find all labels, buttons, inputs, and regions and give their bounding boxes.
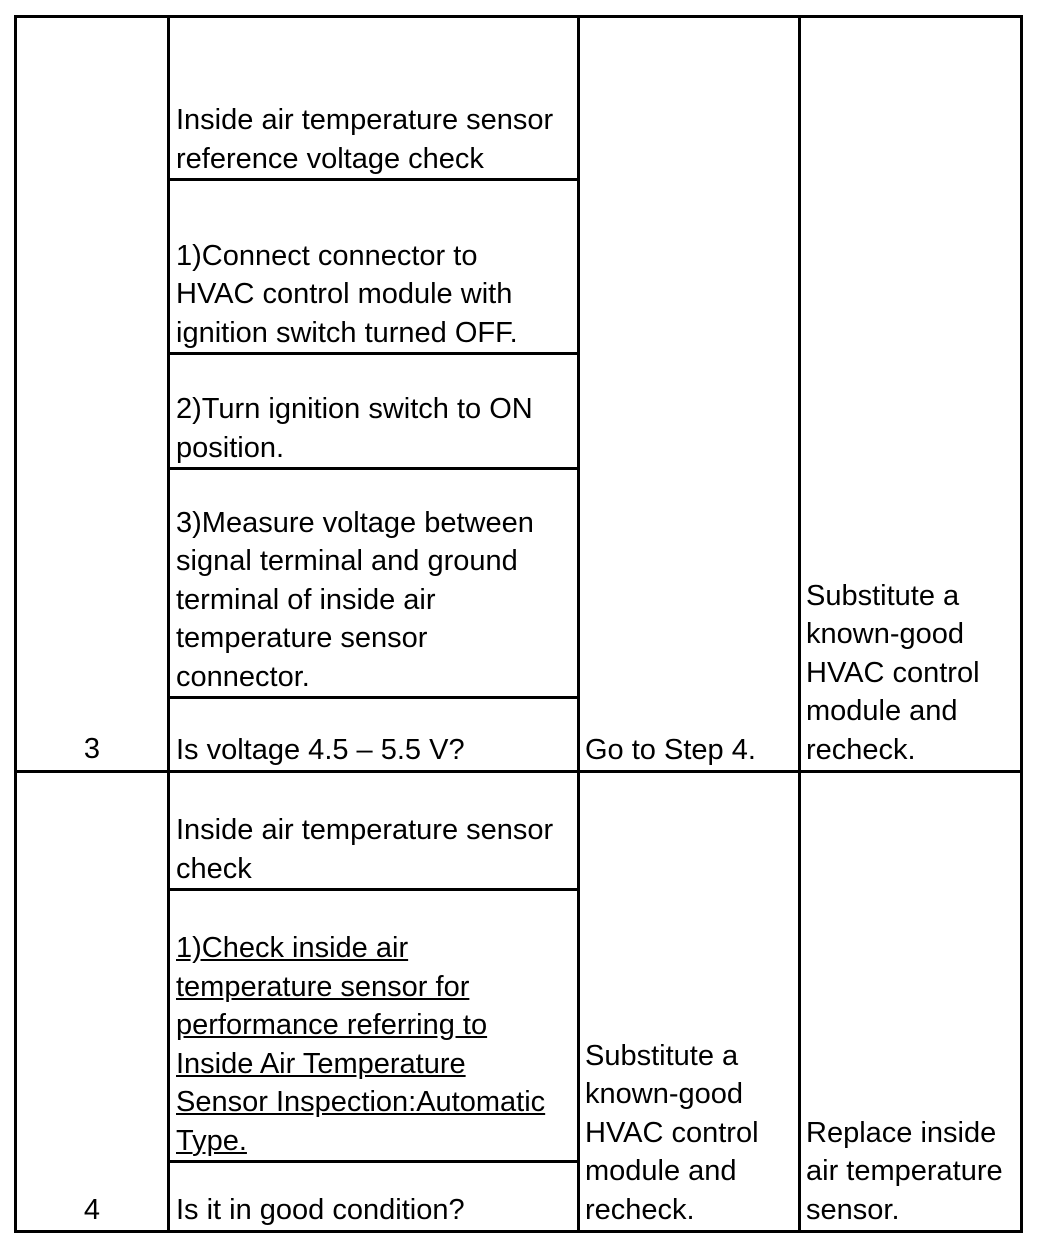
no-result-text: Substitute a known-good HVAC control module and recheck. xyxy=(806,579,980,766)
no-result-text: Replace inside air temperature sensor. xyxy=(806,1116,1003,1226)
action-question xyxy=(176,1163,576,1229)
step-number xyxy=(17,18,167,768)
action-substep-text: 1)Connect connector to HVAC control module with ignition switch turned OFF. xyxy=(176,239,518,349)
no-result xyxy=(806,773,1018,1229)
step-number-text: 3 xyxy=(83,732,101,765)
action-substep xyxy=(176,470,576,696)
yes-result xyxy=(585,773,797,1229)
action-substep-text: 2)Turn ignition switch to ON position. xyxy=(176,393,533,464)
action-substep xyxy=(176,181,576,352)
yes-result xyxy=(585,18,797,769)
no-result xyxy=(806,18,1018,769)
table-border-right xyxy=(1020,15,1023,1233)
column-divider-action xyxy=(577,15,580,1233)
table-border-bottom xyxy=(14,1230,1023,1233)
action-question xyxy=(176,699,576,769)
action-question-text: Is it in good condition? xyxy=(176,1193,465,1226)
action-substep-text: 3)Measure voltage between signal terminal and ground terminal of inside air temperature sensor connector. xyxy=(176,506,534,693)
step-number xyxy=(17,773,167,1229)
action-title-text: Inside air temperature sensor check xyxy=(176,814,554,885)
inspection-reference-link[interactable]: 1)Check inside air temperature sensor for performance referring to Inside Air Temperature Sensor Inspection:Automatic Type. xyxy=(176,932,546,1157)
yes-result-text: Substitute a known-good HVAC control module and recheck. xyxy=(585,1039,759,1226)
action-substep-link[interactable] xyxy=(176,891,576,1160)
column-divider-yes xyxy=(798,15,801,1233)
step-number-text: 4 xyxy=(83,1193,101,1226)
action-substep xyxy=(176,355,576,467)
action-title xyxy=(176,773,576,888)
action-title xyxy=(176,18,576,178)
column-divider-step xyxy=(167,15,170,1233)
action-question-text: Is voltage 4.5 – 5.5 V? xyxy=(176,733,465,766)
yes-result-text: Go to Step 4. xyxy=(585,733,756,766)
action-title-text: Inside air temperature sensor reference voltage check xyxy=(176,104,554,175)
